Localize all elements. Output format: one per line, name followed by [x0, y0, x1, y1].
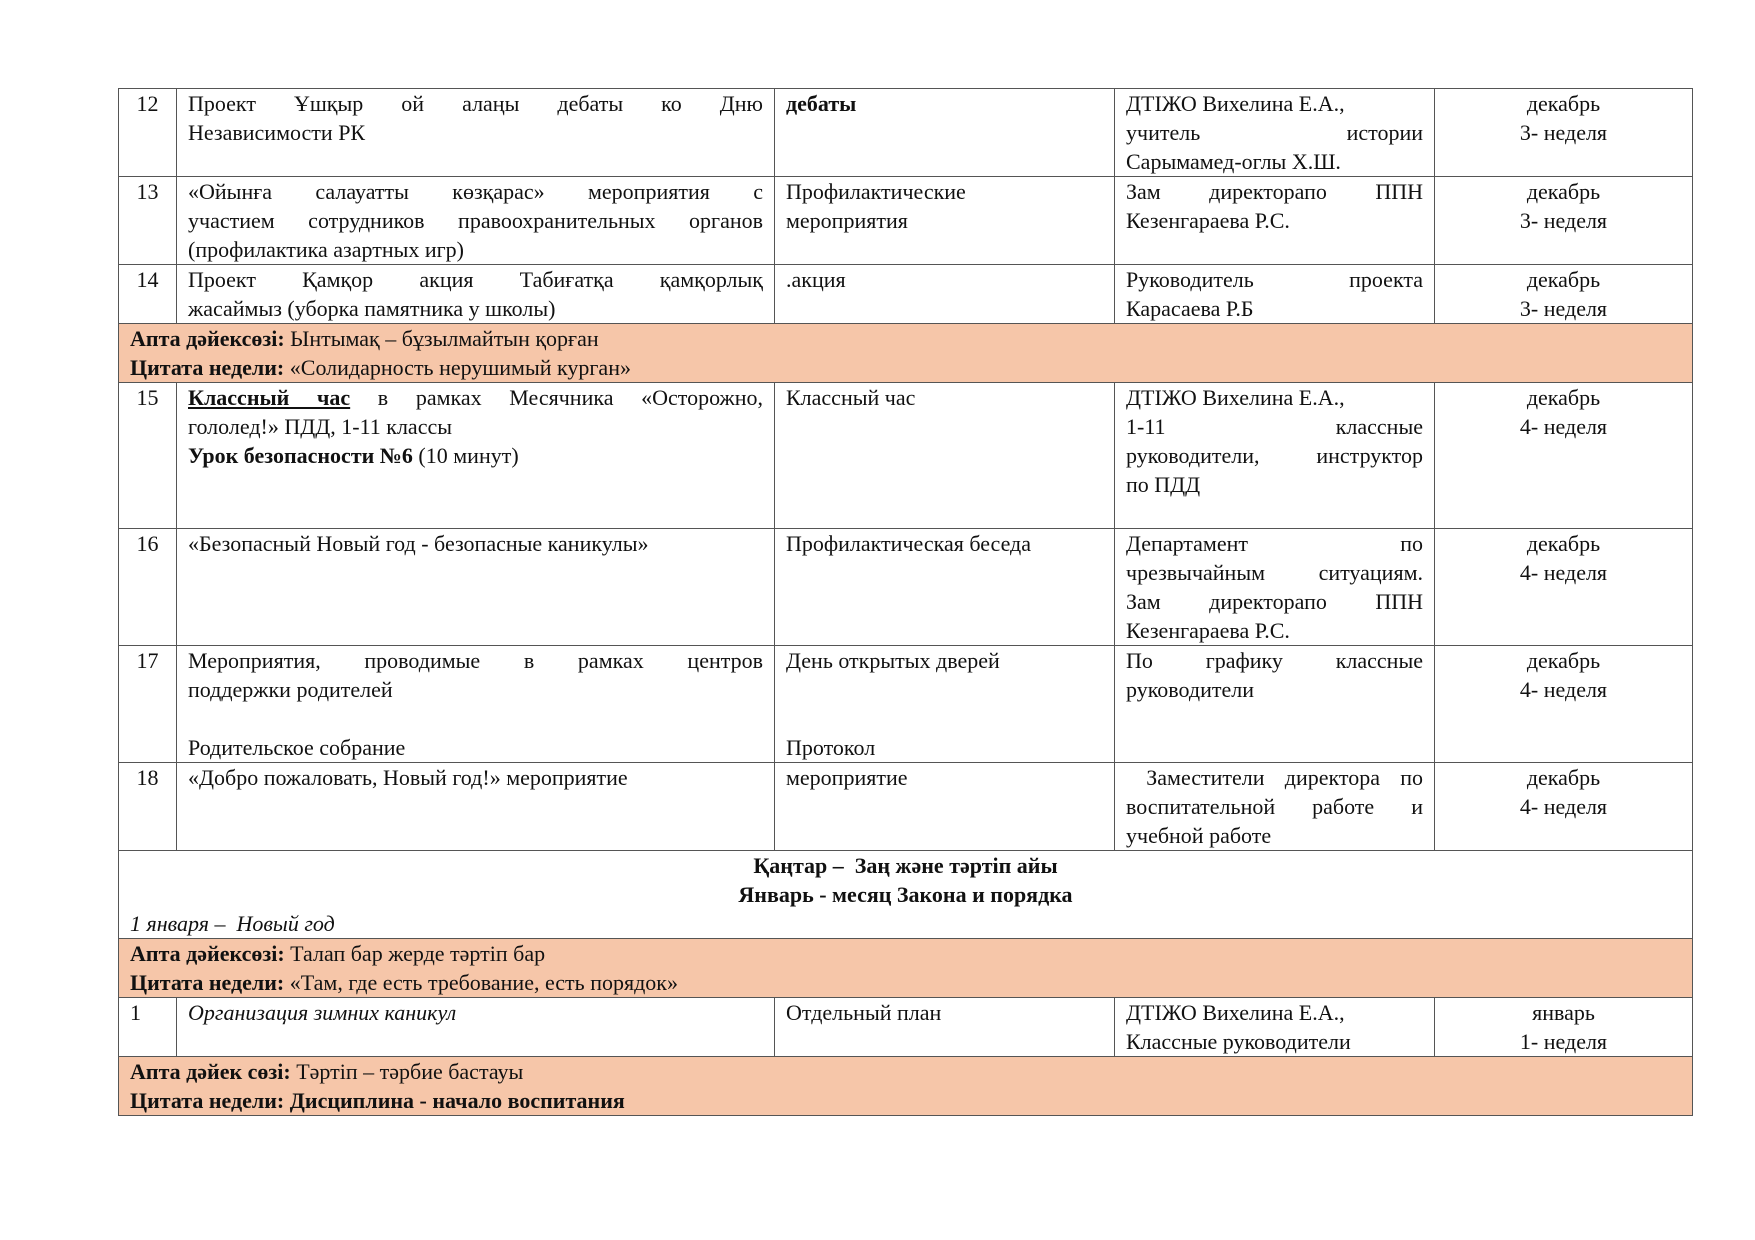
blank-line — [786, 704, 1103, 733]
form-text: Профилактическая беседа — [786, 531, 1032, 556]
date-month: декабрь — [1526, 648, 1601, 673]
responsible-text: ДТІЖО Вихелина Е.А., — [1126, 91, 1345, 116]
responsible-cell — [1115, 265, 1435, 324]
date-month: декабрь — [1526, 385, 1601, 410]
week-quote-cell — [119, 324, 1693, 383]
responsible-text: руководители, инструктор — [1126, 443, 1423, 468]
month-header-row — [119, 851, 1693, 939]
row-number: 13 — [119, 177, 177, 265]
quote-kz-text: Ынтымақ – бұзылмайтын қорған — [284, 326, 599, 351]
responsible-cell — [1115, 529, 1435, 646]
responsible-text: Зам директорапо ППН — [1126, 179, 1423, 204]
event-text: «Безопасный Новый год - безопасные каникулы» — [188, 531, 649, 556]
responsible-text: По графику классные — [1126, 648, 1423, 673]
quote-ru-label: Цитата недели: — [130, 355, 285, 380]
responsible-cell — [1115, 646, 1435, 763]
event-text: поддержки родителей — [188, 677, 393, 702]
event-cell — [177, 529, 775, 646]
events-plan-table — [118, 88, 1693, 1116]
event-cell — [177, 89, 775, 177]
week-quote-row — [119, 939, 1693, 998]
responsible-text: Классные руководители — [1126, 1029, 1351, 1054]
event-text: «Ойынға салауатты көзқарас» мероприятия с — [188, 179, 763, 204]
row-number: 16 — [119, 529, 177, 646]
month-title-kz: Қаңтар – Заң және тәртіп айы — [753, 853, 1058, 878]
responsible-text: Кезенгараева Р.С. — [1126, 618, 1290, 643]
date-week: 3- неделя — [1519, 120, 1608, 145]
quote-kz-label: Апта дәйексөзі: — [130, 941, 285, 966]
event-bold-lesson: Урок безопасности №6 — [188, 443, 413, 468]
event-text: Независимости РК — [188, 120, 366, 145]
event-text: (профилактика азартных игр) — [188, 237, 464, 262]
table-row — [119, 998, 1693, 1057]
table-row — [119, 265, 1693, 324]
form-cell — [775, 383, 1115, 529]
row-number: 18 — [119, 763, 177, 851]
event-bold-title: Классный час — [188, 385, 351, 410]
quote-kz-label: Апта дәйексөзі: — [130, 326, 285, 351]
responsible-text: 1-11 классные — [1126, 414, 1423, 439]
month-title-ru: Январь - месяц Закона и порядка — [738, 882, 1073, 907]
holiday-note: 1 января – Новый год — [130, 911, 335, 936]
date-cell — [1435, 265, 1693, 324]
event-text: Проект Ұшқыр ой алаңы дебаты ко Дню — [188, 91, 763, 116]
row-number: 12 — [119, 89, 177, 177]
date-month: декабрь — [1526, 765, 1601, 790]
event-cell — [177, 177, 775, 265]
date-month: январь — [1532, 1000, 1595, 1025]
form-text: мероприятия — [786, 208, 908, 233]
blank-line — [188, 704, 763, 733]
form-cell — [775, 646, 1115, 763]
form-cell — [775, 177, 1115, 265]
form-cell — [775, 998, 1115, 1057]
event-text: Организация зимних каникул — [188, 1000, 457, 1025]
date-cell — [1435, 177, 1693, 265]
event-text: (10 минут) — [412, 443, 519, 468]
responsible-text: Заместители директора по — [1126, 765, 1423, 790]
responsible-text: учебной работе — [1126, 823, 1272, 848]
row-number: 14 — [119, 265, 177, 324]
event-text: Родительское собрание — [188, 735, 406, 760]
quote-ru-label: Цитата недели: — [130, 970, 285, 995]
row-number: 15 — [119, 383, 177, 529]
week-quote-row — [119, 1057, 1693, 1116]
week-quote-cell — [119, 1057, 1693, 1116]
responsible-cell — [1115, 998, 1435, 1057]
responsible-text: воспитательной работе и — [1126, 794, 1423, 819]
responsible-text: Сарымамед-оглы Х.Ш. — [1126, 149, 1341, 174]
responsible-text: Карасаева Р.Б — [1126, 296, 1254, 321]
blank-line — [786, 675, 1103, 704]
responsible-text: Департамент по — [1126, 531, 1423, 556]
form-text: .акция — [786, 267, 846, 292]
week-quote-row — [119, 324, 1693, 383]
form-cell — [775, 529, 1115, 646]
table-row — [119, 89, 1693, 177]
month-header-cell — [119, 851, 1693, 939]
date-month: декабрь — [1526, 531, 1601, 556]
form-text: мероприятие — [786, 765, 908, 790]
form-text: Отдельный план — [786, 1000, 942, 1025]
row-number: 17 — [119, 646, 177, 763]
quote-ru-text: «Солидарность нерушимый курган» — [284, 355, 631, 380]
quote-kz-text: Тәртіп – тәрбие бастауы — [290, 1059, 524, 1084]
table-row — [119, 646, 1693, 763]
table-row — [119, 177, 1693, 265]
date-cell — [1435, 529, 1693, 646]
responsible-text: Руководитель проекта — [1126, 267, 1423, 292]
document-page — [118, 88, 1692, 1116]
responsible-text: ДТІЖО Вихелина Е.А., — [1126, 385, 1345, 410]
event-text: «Добро пожаловать, Новый год!» мероприятие — [188, 765, 628, 790]
quote-kz-label: Апта дәйек сөзі: — [130, 1059, 291, 1084]
form-text: День открытых дверей — [786, 648, 1000, 673]
event-text: участием сотрудников правоохранительных органов — [188, 208, 763, 233]
form-text: Классный час — [786, 385, 916, 410]
date-cell — [1435, 646, 1693, 763]
responsible-text: по ПДД — [1126, 472, 1201, 497]
quote-kz-text: Талап бар жерде тәртіп бар — [284, 941, 546, 966]
responsible-cell — [1115, 177, 1435, 265]
date-week: 4- неделя — [1519, 414, 1608, 439]
responsible-cell — [1115, 383, 1435, 529]
date-cell — [1435, 763, 1693, 851]
form-text: дебаты — [786, 91, 857, 116]
responsible-text: учитель истории — [1126, 120, 1423, 145]
form-cell — [775, 265, 1115, 324]
event-cell — [177, 763, 775, 851]
table-row — [119, 529, 1693, 646]
responsible-text: ДТІЖО Вихелина Е.А., — [1126, 1000, 1345, 1025]
event-cell — [177, 265, 775, 324]
event-cell — [177, 646, 775, 763]
date-week: 4- неделя — [1519, 560, 1608, 585]
form-cell — [775, 763, 1115, 851]
responsible-text: чрезвычайным ситуациям. — [1126, 560, 1423, 585]
event-text: Мероприятия, проводимые в рамках центров — [188, 648, 763, 673]
event-text: Проект Қамқор акция Табиғатқа қамқорлық — [188, 267, 763, 292]
form-cell — [775, 89, 1115, 177]
form-text: Профилактические — [786, 179, 966, 204]
date-month: декабрь — [1526, 267, 1601, 292]
date-week: 4- неделя — [1519, 794, 1608, 819]
event-cell — [177, 998, 775, 1057]
responsible-cell — [1115, 763, 1435, 851]
event-text: гололед!» ПДД, 1-11 классы — [188, 414, 452, 439]
responsible-text: Зам директорапо ППН — [1126, 589, 1423, 614]
event-cell — [177, 383, 775, 529]
date-month: декабрь — [1526, 91, 1601, 116]
date-week: 3- неделя — [1519, 296, 1608, 321]
form-text: Протокол — [786, 735, 876, 760]
week-quote-cell — [119, 939, 1693, 998]
table-row — [119, 383, 1693, 529]
date-week: 1- неделя — [1519, 1029, 1608, 1054]
responsible-text: руководители — [1126, 677, 1254, 702]
quote-ru-text: «Там, где есть требование, есть порядок» — [284, 970, 678, 995]
date-week: 3- неделя — [1519, 208, 1608, 233]
event-text: жасаймыз (уборка памятника у школы) — [188, 296, 556, 321]
date-cell — [1435, 998, 1693, 1057]
row-number: 1 — [119, 998, 177, 1057]
responsible-text: Кезенгараева Р.С. — [1126, 208, 1290, 233]
table-row — [119, 763, 1693, 851]
date-week: 4- неделя — [1519, 677, 1608, 702]
date-month: декабрь — [1526, 179, 1601, 204]
event-text: в рамках Месячника «Осторожно, — [350, 385, 764, 410]
date-cell — [1435, 89, 1693, 177]
responsible-cell — [1115, 89, 1435, 177]
quote-ru-label: Цитата недели: Дисциплина - начало воспитания — [130, 1088, 625, 1113]
date-cell — [1435, 383, 1693, 529]
